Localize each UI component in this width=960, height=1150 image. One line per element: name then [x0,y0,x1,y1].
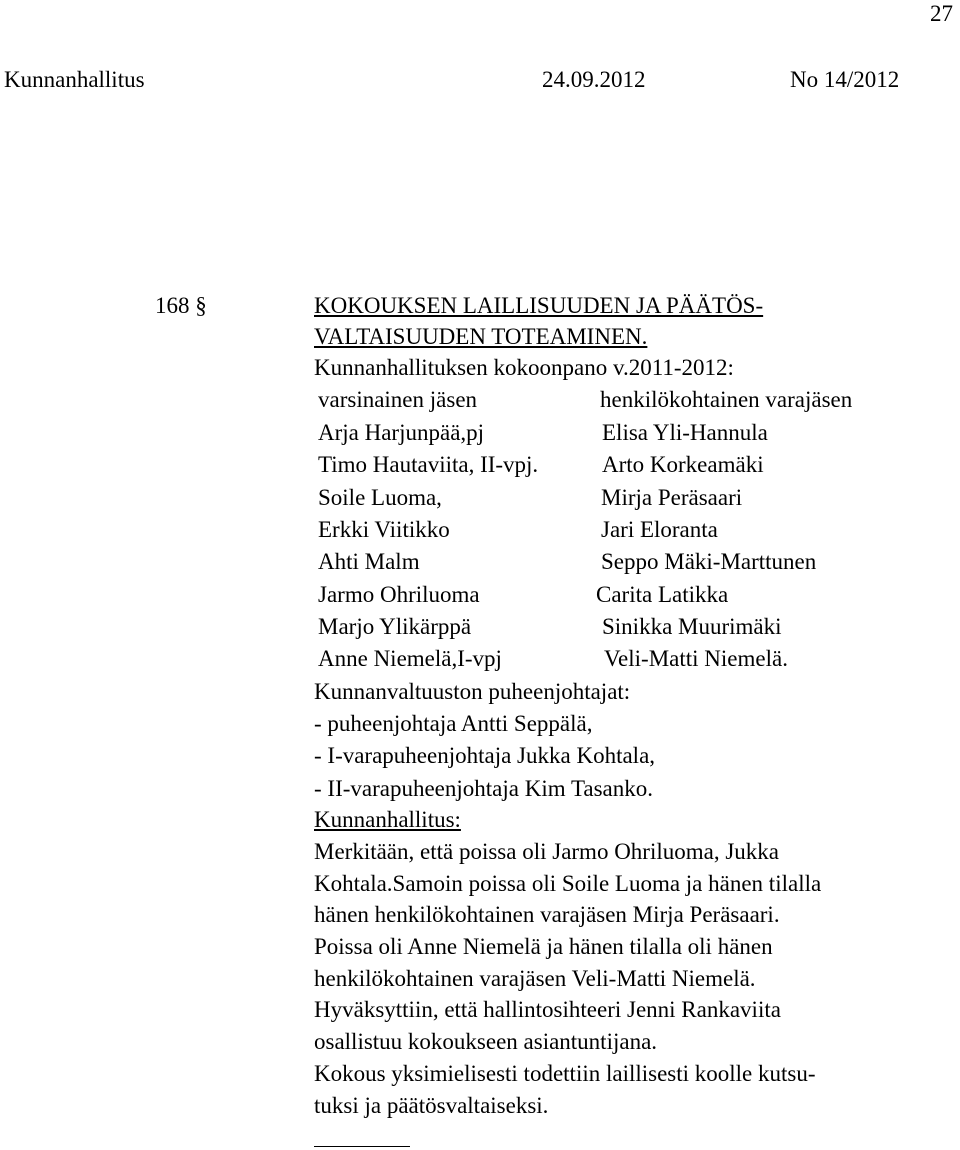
footer-rule [314,1146,410,1147]
member-name: Erkki Viitikko [318,517,450,542]
deputy-name: Mirja Peräsaari [601,485,743,510]
decision-line: hänen henkilökohtainen varajäsen Mirja Peräsaari. [314,902,780,927]
decision-line: henkilökohtainen varajäsen Veli-Matti Niemelä. [314,966,756,991]
section-title-line-2: VALTAISUUDEN TOTEAMINEN. [314,324,648,349]
deputy-name: Arto Korkeamäki [602,452,764,477]
council-chair-item: - puheenjohtaja Antti Seppälä, [314,711,593,736]
decision-line: Hyväksyttiin, että hallintosihteeri Jenni Rankaviita [314,997,781,1022]
member-name: Soile Luoma, [318,485,442,510]
member-name: Marjo Ylikärppä [318,614,472,639]
decision-line: Merkitään, että poissa oli Jarmo Ohriluoma, Jukka [314,839,780,864]
member-name: Anne Niemelä,I-vpj [318,646,502,671]
header-protocol-number: No 14/2012 [790,67,900,92]
deputy-name: Seppo Mäki-Marttunen [601,549,817,574]
member-name: Arja Harjunpää,pj [318,420,485,445]
member-name: Timo Hautaviita, II-vpj. [318,452,539,477]
council-chair-item: - II-varapuheenjohtaja Kim Tasanko. [314,776,654,801]
decision-line: Kokous yksimielisesti todettiin laillisesti koolle kutsu- [314,1061,816,1086]
section-number [155,294,207,317]
deputy-name: Elisa Yli-Hannula [602,420,768,445]
composition-heading: Kunnanhallituksen kokoonpano v.2011-2012: [314,355,734,380]
members-header-left: varsinainen jäsen [318,387,478,412]
members-header-right: henkilökohtainen varajäsen [600,387,853,412]
deputy-name: Jari Eloranta [601,517,718,542]
council-chair-item: - I-varapuheenjohtaja Jukka Kohtala, [314,743,656,768]
decision-line: Kohtala.Samoin poissa oli Soile Luoma ja hänen tilalla [314,871,822,896]
deputy-name: Sinikka Muurimäki [602,614,782,639]
decision-heading: Kunnanhallitus: [314,807,461,832]
header-date: 24.09.2012 [542,67,646,92]
council-chairs-heading: Kunnanvaltuuston puheenjohtajat: [314,679,631,704]
decision-line: osallistuu kokoukseen asiantuntijana. [314,1029,658,1054]
decision-line: tuksi ja päätösvaltaiseksi. [314,1093,549,1118]
deputy-name: Carita Latikka [596,582,729,607]
section-title-line-1: KOKOUKSEN LAILLISUUDEN JA PÄÄTÖS- [314,293,764,318]
page-number: 27 [930,1,953,26]
section-number-value: 168 [155,293,190,318]
deputy-name: Veli-Matti Niemelä. [604,646,788,671]
decision-line: Poissa oli Anne Niemelä ja hänen tilalla oli hänen [314,934,773,959]
section-symbol: § [195,293,207,318]
header-body-name: Kunnanhallitus [4,67,145,92]
member-name: Jarmo Ohriluoma [318,582,480,607]
member-name: Ahti Malm [318,549,420,574]
